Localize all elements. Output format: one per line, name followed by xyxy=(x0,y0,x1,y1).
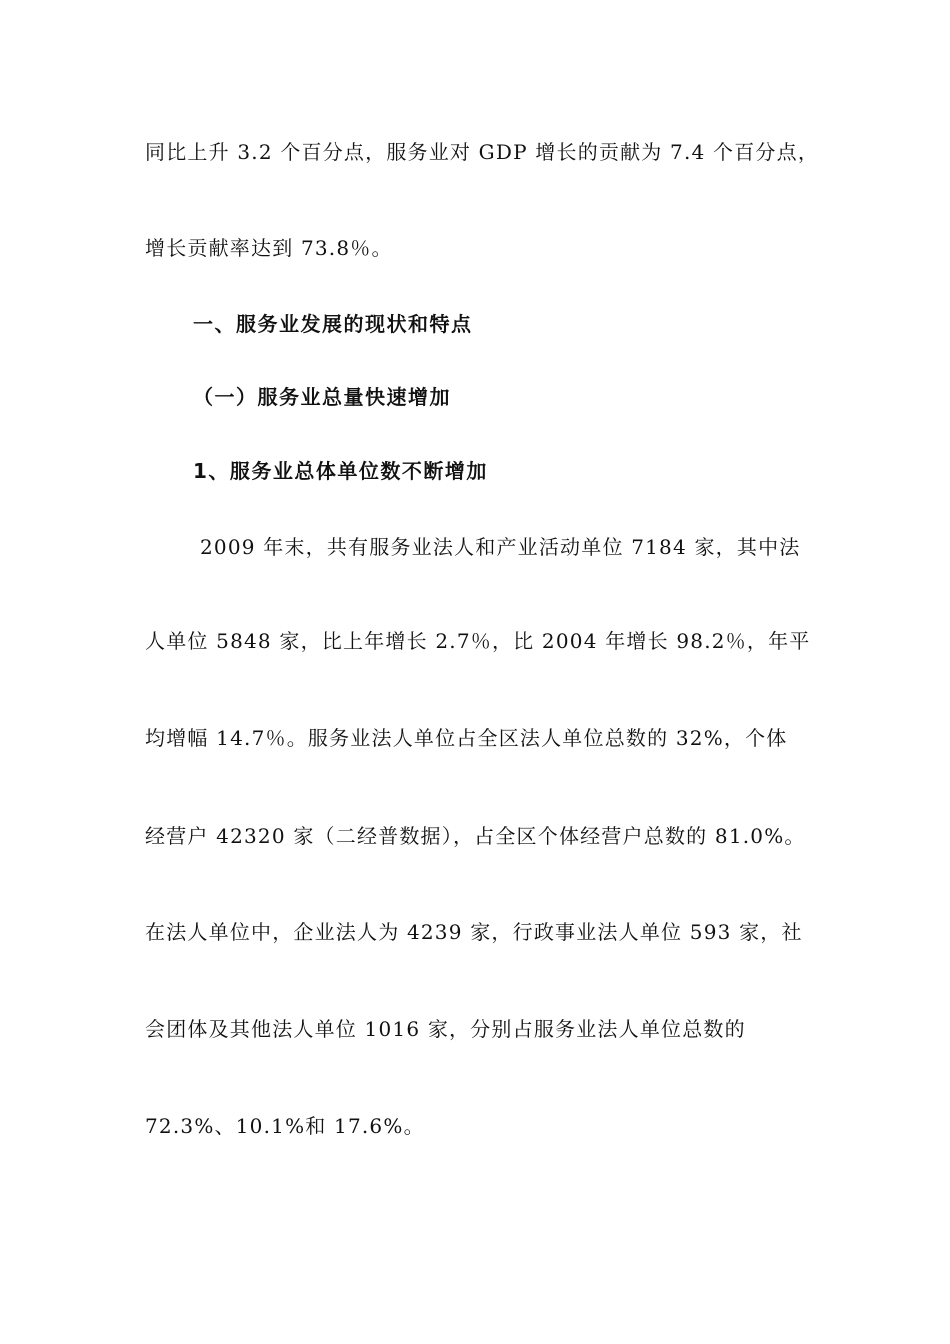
section-heading: 一、服务业发展的现状和特点 xyxy=(193,312,473,336)
body-line-1: 2009 年末，共有服务业法人和产业活动单位 7184 家，其中法 xyxy=(200,535,801,559)
body-line-5: 在法人单位中，企业法人为 4239 家，行政事业法人单位 593 家，社 xyxy=(145,920,803,944)
intro-line-2: 增长贡献率达到 73.8％。 xyxy=(145,236,393,260)
body-line-6: 会团体及其他法人单位 1016 家，分别占服务业法人单位总数的 xyxy=(145,1017,746,1041)
body-line-3: 均增幅 14.7％。服务业法人单位占全区法人单位总数的 32%，个体 xyxy=(145,726,788,750)
item-heading: 1、服务业总体单位数不断增加 xyxy=(193,459,488,483)
body-line-2: 人单位 5848 家，比上年增长 2.7％，比 2004 年增长 98.2％，年平 xyxy=(145,629,811,653)
body-line-4: 经营户 42320 家（二经普数据），占全区个体经营户总数的 81.0%。 xyxy=(145,824,806,848)
intro-line-1: 同比上升 3.2 个百分点，服务业对 GDP 增长的贡献为 7.4 个百分点， xyxy=(145,140,820,164)
body-line-7: 72.3%、10.1%和 17.6%。 xyxy=(145,1114,425,1138)
subsection-heading: （一）服务业总量快速增加 xyxy=(193,385,451,409)
